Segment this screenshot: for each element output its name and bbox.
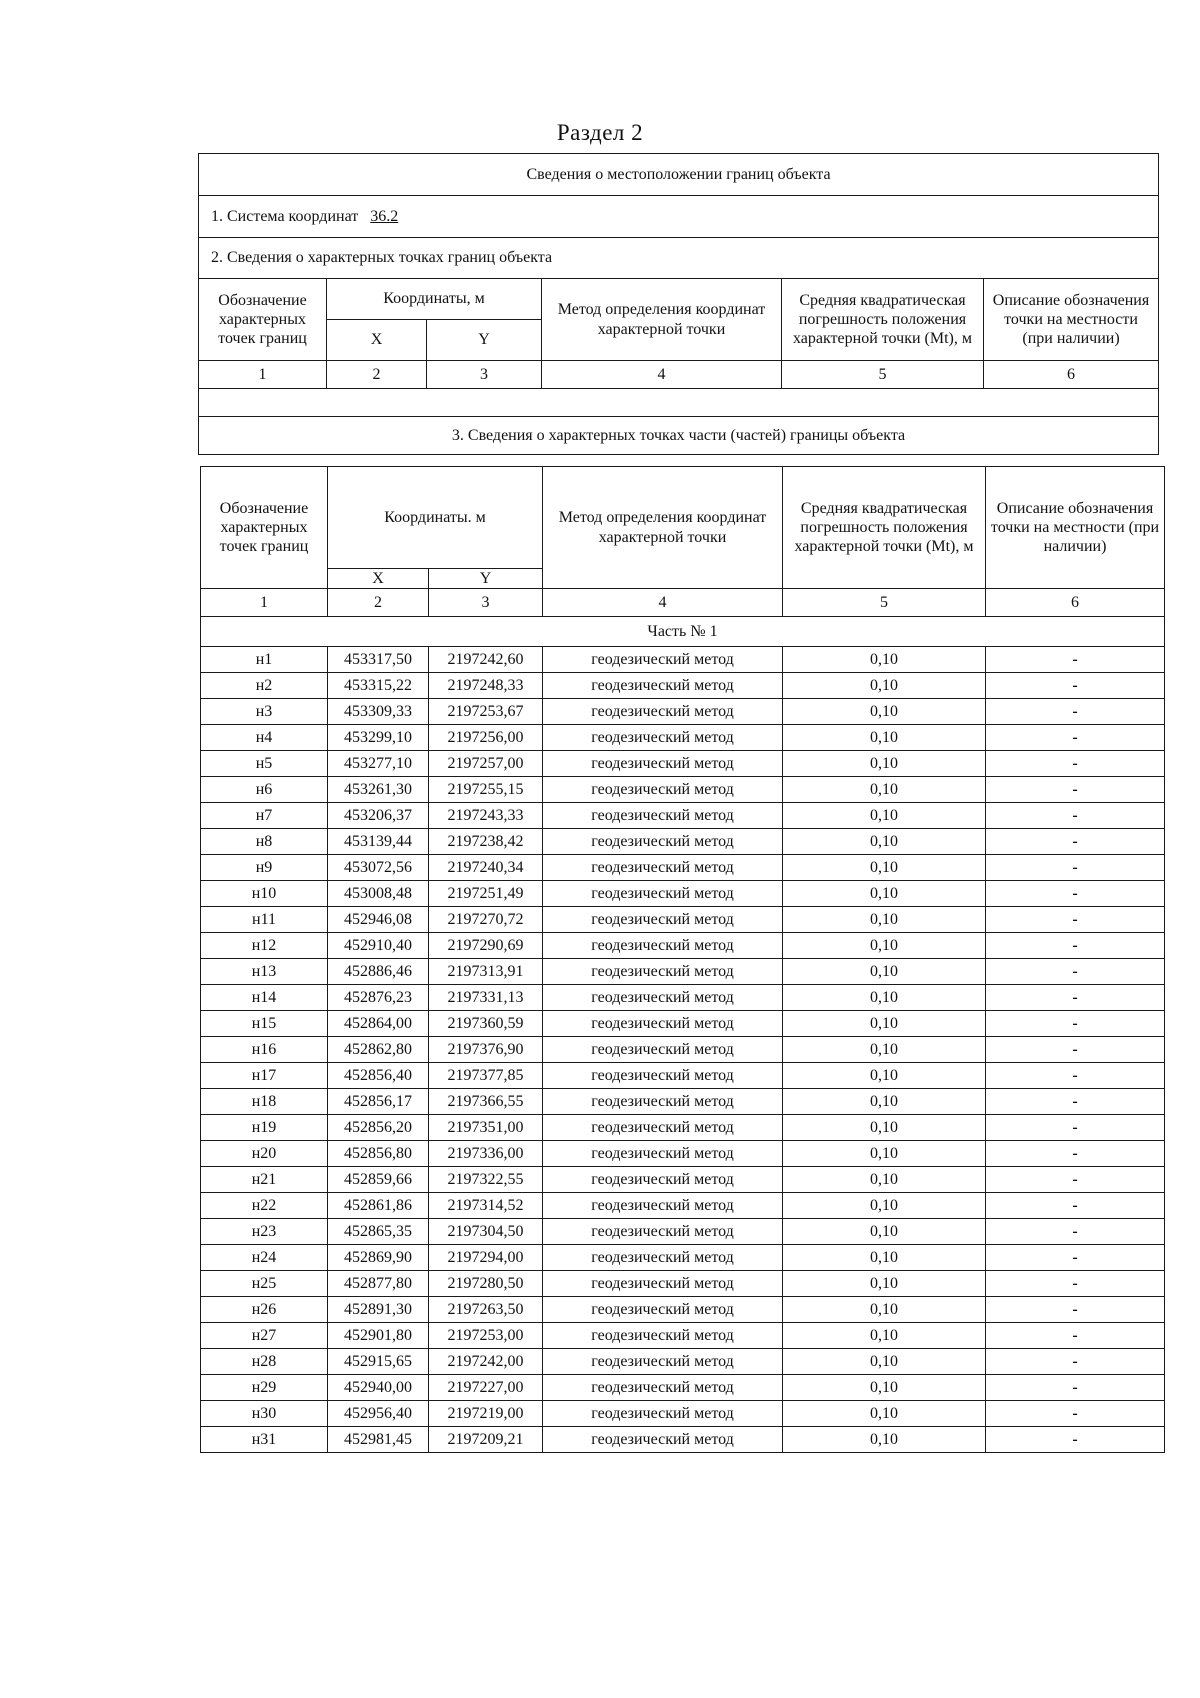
- coord-y: 2197238,42: [429, 829, 543, 855]
- table-row: [201, 777, 1165, 803]
- method-cell: геодезический метод: [543, 933, 783, 959]
- page-title: Раздел 2: [556, 120, 644, 145]
- coord-y: 2197248,33: [429, 673, 543, 699]
- coord-x: 452956,40: [328, 1401, 429, 1427]
- method-cell: геодезический метод: [543, 699, 783, 725]
- point-id: н28: [201, 1349, 328, 1375]
- col-number: 4: [542, 361, 782, 389]
- method-cell: геодезический метод: [543, 751, 783, 777]
- point-id: н6: [201, 777, 328, 803]
- point-id: н1: [201, 647, 328, 673]
- table-row: [201, 1427, 1165, 1453]
- error-value: 0,10: [783, 647, 986, 673]
- coord-y: 2197227,00: [429, 1375, 543, 1401]
- error-value: 0,10: [783, 1063, 986, 1089]
- description-cell: -: [986, 699, 1165, 725]
- error-value: 0,10: [783, 777, 986, 803]
- coord-y: 2197290,69: [429, 933, 543, 959]
- error-value: 0,10: [783, 1375, 986, 1401]
- col-header-x: X: [328, 569, 429, 589]
- point-id: н19: [201, 1115, 328, 1141]
- description-cell: -: [986, 907, 1165, 933]
- col-header-coords: Координаты, м: [327, 279, 542, 320]
- table-row: [201, 933, 1165, 959]
- col-header-description: Описание обозначения точки на местности (при наличии): [986, 467, 1165, 589]
- col-header-y: Y: [429, 569, 543, 589]
- error-value: 0,10: [783, 907, 986, 933]
- part-label: Часть № 1: [201, 617, 1165, 647]
- method-cell: геодезический метод: [543, 803, 783, 829]
- coord-x: 453315,22: [328, 673, 429, 699]
- table-row: [201, 751, 1165, 777]
- coord-y: 2197256,00: [429, 725, 543, 751]
- coord-y: 2197314,52: [429, 1193, 543, 1219]
- section-title: Сведения о местоположении границ объекта: [199, 154, 1159, 196]
- error-value: 0,10: [783, 803, 986, 829]
- coord-y: 2197243,33: [429, 803, 543, 829]
- table-row: [201, 829, 1165, 855]
- point-id: н29: [201, 1375, 328, 1401]
- method-cell: геодезический метод: [543, 959, 783, 985]
- table-row: [201, 725, 1165, 751]
- coord-x: 453277,10: [328, 751, 429, 777]
- error-value: 0,10: [783, 985, 986, 1011]
- point-id: н15: [201, 1011, 328, 1037]
- error-value: 0,10: [783, 1011, 986, 1037]
- error-value: 0,10: [783, 959, 986, 985]
- error-value: 0,10: [783, 1089, 986, 1115]
- point-id: н20: [201, 1141, 328, 1167]
- coord-y: 2197251,49: [429, 881, 543, 907]
- coord-y: 2197377,85: [429, 1063, 543, 1089]
- description-cell: -: [986, 725, 1165, 751]
- point-id: н10: [201, 881, 328, 907]
- description-cell: -: [986, 881, 1165, 907]
- table-row: [201, 699, 1165, 725]
- point-id: н4: [201, 725, 328, 751]
- point-id: н5: [201, 751, 328, 777]
- method-cell: геодезический метод: [543, 1219, 783, 1245]
- col-header-method: Метод определения координат характерной точки: [543, 467, 783, 589]
- point-id: н30: [201, 1401, 328, 1427]
- table-row: [201, 959, 1165, 985]
- error-value: 0,10: [783, 725, 986, 751]
- method-cell: геодезический метод: [543, 777, 783, 803]
- col-header-y: Y: [427, 320, 542, 361]
- description-cell: -: [986, 1349, 1165, 1375]
- table-row: [201, 1297, 1165, 1323]
- method-cell: геодезический метод: [543, 1037, 783, 1063]
- col-header-method: Метод определения координат характерной точки: [542, 279, 782, 361]
- coord-x: 452886,46: [328, 959, 429, 985]
- error-value: 0,10: [783, 1297, 986, 1323]
- coord-x: 452891,30: [328, 1297, 429, 1323]
- coord-x: 452856,80: [328, 1141, 429, 1167]
- error-value: 0,10: [783, 1401, 986, 1427]
- coord-y: 2197209,21: [429, 1427, 543, 1453]
- coord-y: 2197351,00: [429, 1115, 543, 1141]
- table-row: [201, 1089, 1165, 1115]
- coord-x: 452862,80: [328, 1037, 429, 1063]
- description-cell: -: [986, 1271, 1165, 1297]
- coord-x: 452861,86: [328, 1193, 429, 1219]
- coord-x: 452940,00: [328, 1375, 429, 1401]
- table-row: [201, 1167, 1165, 1193]
- error-value: 0,10: [783, 673, 986, 699]
- coord-y: 2197240,34: [429, 855, 543, 881]
- coord-y: 2197376,90: [429, 1037, 543, 1063]
- table-row: [201, 1115, 1165, 1141]
- table-row: [201, 881, 1165, 907]
- method-cell: геодезический метод: [543, 647, 783, 673]
- method-cell: геодезический метод: [543, 985, 783, 1011]
- description-cell: -: [986, 829, 1165, 855]
- error-value: 0,10: [783, 881, 986, 907]
- method-cell: геодезический метод: [543, 1427, 783, 1453]
- col-number: 6: [986, 589, 1165, 617]
- point-id: н3: [201, 699, 328, 725]
- description-cell: -: [986, 1219, 1165, 1245]
- method-cell: геодезический метод: [543, 1401, 783, 1427]
- method-cell: геодезический метод: [543, 673, 783, 699]
- coord-y: 2197294,00: [429, 1245, 543, 1271]
- table-row: [201, 907, 1165, 933]
- error-value: 0,10: [783, 1245, 986, 1271]
- table-row: [201, 1401, 1165, 1427]
- description-cell: -: [986, 933, 1165, 959]
- method-cell: геодезический метод: [543, 1141, 783, 1167]
- coord-y: 2197253,00: [429, 1323, 543, 1349]
- point-id: н25: [201, 1271, 328, 1297]
- coord-x: 453008,48: [328, 881, 429, 907]
- coord-x: 452901,80: [328, 1323, 429, 1349]
- method-cell: геодезический метод: [543, 1167, 783, 1193]
- table-row: [201, 1193, 1165, 1219]
- coord-x: 452865,35: [328, 1219, 429, 1245]
- point-id: н24: [201, 1245, 328, 1271]
- coord-x: 452864,00: [328, 1011, 429, 1037]
- coord-y: 2197322,55: [429, 1167, 543, 1193]
- description-cell: -: [986, 777, 1165, 803]
- method-cell: геодезический метод: [543, 1089, 783, 1115]
- point-id: н22: [201, 1193, 328, 1219]
- col-number: 1: [201, 589, 328, 617]
- coord-y: 2197366,55: [429, 1089, 543, 1115]
- error-value: 0,10: [783, 1115, 986, 1141]
- col-header-coords: Координаты. м: [328, 467, 543, 569]
- error-value: 0,10: [783, 751, 986, 777]
- coord-x: 453206,37: [328, 803, 429, 829]
- table-row: [201, 985, 1165, 1011]
- description-cell: -: [986, 1401, 1165, 1427]
- point-id: н9: [201, 855, 328, 881]
- point-id: н2: [201, 673, 328, 699]
- coord-x: 452859,66: [328, 1167, 429, 1193]
- col-header-error: Средняя квадратическая погрешность положения характерной точки (Mt), м: [782, 279, 984, 361]
- col-header-designation: Обозначение характерных точек границ: [199, 279, 327, 361]
- coord-x: 452877,80: [328, 1271, 429, 1297]
- method-cell: геодезический метод: [543, 1115, 783, 1141]
- coord-system-value: 36.2: [370, 207, 399, 225]
- error-value: 0,10: [783, 1323, 986, 1349]
- col-header-error: Средняя квадратическая погрешность положения характерной точки (Mt), м: [783, 467, 986, 589]
- coord-y: 2197331,13: [429, 985, 543, 1011]
- table-row: [201, 1349, 1165, 1375]
- col-number: 1: [199, 361, 327, 389]
- method-cell: геодезический метод: [543, 725, 783, 751]
- coord-y: 2197360,59: [429, 1011, 543, 1037]
- point-id: н13: [201, 959, 328, 985]
- description-cell: -: [986, 959, 1165, 985]
- error-value: 0,10: [783, 1271, 986, 1297]
- table-row: [201, 1245, 1165, 1271]
- col-number: 6: [984, 361, 1159, 389]
- coord-y: 2197313,91: [429, 959, 543, 985]
- method-cell: геодезический метод: [543, 1245, 783, 1271]
- table-row: [201, 1271, 1165, 1297]
- description-cell: -: [986, 751, 1165, 777]
- coord-x: 453261,30: [328, 777, 429, 803]
- point-id: н7: [201, 803, 328, 829]
- col-number: 2: [327, 361, 427, 389]
- coord-x: 453309,33: [328, 699, 429, 725]
- coord-x: 452915,65: [328, 1349, 429, 1375]
- coord-system-row: [199, 196, 1159, 238]
- point-id: н17: [201, 1063, 328, 1089]
- description-cell: -: [986, 1037, 1165, 1063]
- table-row: [201, 673, 1165, 699]
- method-cell: геодезический метод: [543, 1063, 783, 1089]
- point-id: н16: [201, 1037, 328, 1063]
- col-number: 3: [427, 361, 542, 389]
- coord-system-label: 1. Система координат: [211, 207, 359, 225]
- method-cell: геодезический метод: [543, 881, 783, 907]
- col-header-designation: Обозначение характерных точек границ: [201, 467, 328, 589]
- method-cell: геодезический метод: [543, 1193, 783, 1219]
- table-row: [201, 1037, 1165, 1063]
- point-id: н11: [201, 907, 328, 933]
- error-value: 0,10: [783, 1141, 986, 1167]
- col-number: 2: [328, 589, 429, 617]
- point-id: н23: [201, 1219, 328, 1245]
- point-id: н26: [201, 1297, 328, 1323]
- description-cell: -: [986, 1089, 1165, 1115]
- description-cell: -: [986, 855, 1165, 881]
- part2-title: 2. Сведения о характерных точках границ объекта: [199, 238, 1159, 279]
- coord-y: 2197336,00: [429, 1141, 543, 1167]
- col-header-description: Описание обозначения точки на местности (при наличии): [984, 279, 1159, 361]
- col-header-x: X: [327, 320, 427, 361]
- coord-x: 452876,23: [328, 985, 429, 1011]
- boundary-info-table: [198, 153, 1159, 455]
- coord-x: 453072,56: [328, 855, 429, 881]
- coord-y: 2197255,15: [429, 777, 543, 803]
- coord-x: 452869,90: [328, 1245, 429, 1271]
- method-cell: геодезический метод: [543, 855, 783, 881]
- point-id: н21: [201, 1167, 328, 1193]
- coord-x: 452910,40: [328, 933, 429, 959]
- coord-y: 2197219,00: [429, 1401, 543, 1427]
- table-row: [201, 1011, 1165, 1037]
- description-cell: -: [986, 1193, 1165, 1219]
- coord-x: 453139,44: [328, 829, 429, 855]
- description-cell: -: [986, 1245, 1165, 1271]
- description-cell: -: [986, 673, 1165, 699]
- coord-y: 2197270,72: [429, 907, 543, 933]
- col-number: 5: [783, 589, 986, 617]
- method-cell: геодезический метод: [543, 1323, 783, 1349]
- col-number: 3: [429, 589, 543, 617]
- description-cell: -: [986, 803, 1165, 829]
- description-cell: -: [986, 1011, 1165, 1037]
- description-cell: -: [986, 1167, 1165, 1193]
- coord-y: 2197242,60: [429, 647, 543, 673]
- point-id: н12: [201, 933, 328, 959]
- table-row: [201, 1375, 1165, 1401]
- error-value: 0,10: [783, 1193, 986, 1219]
- part3-title: 3. Сведения о характерных точках части (частей) границы объекта: [199, 417, 1159, 455]
- error-value: 0,10: [783, 933, 986, 959]
- description-cell: -: [986, 1427, 1165, 1453]
- method-cell: геодезический метод: [543, 1011, 783, 1037]
- method-cell: геодезический метод: [543, 829, 783, 855]
- table-row: [201, 855, 1165, 881]
- part-points-table: [200, 466, 1165, 1453]
- point-id: н14: [201, 985, 328, 1011]
- description-cell: -: [986, 1375, 1165, 1401]
- method-cell: геодезический метод: [543, 1349, 783, 1375]
- description-cell: -: [986, 1141, 1165, 1167]
- coord-x: 452946,08: [328, 907, 429, 933]
- coord-y: 2197263,50: [429, 1297, 543, 1323]
- col-number: 5: [782, 361, 984, 389]
- table-row: [201, 1219, 1165, 1245]
- coord-x: 452856,20: [328, 1115, 429, 1141]
- error-value: 0,10: [783, 1037, 986, 1063]
- error-value: 0,10: [783, 855, 986, 881]
- method-cell: геодезический метод: [543, 1375, 783, 1401]
- method-cell: геодезический метод: [543, 907, 783, 933]
- coord-x: 452856,40: [328, 1063, 429, 1089]
- table-row: [201, 1141, 1165, 1167]
- coord-x: 452856,17: [328, 1089, 429, 1115]
- empty-row: [199, 389, 1159, 417]
- coord-x: 452981,45: [328, 1427, 429, 1453]
- point-id: н31: [201, 1427, 328, 1453]
- table-row: [201, 647, 1165, 673]
- description-cell: -: [986, 1115, 1165, 1141]
- description-cell: -: [986, 1297, 1165, 1323]
- method-cell: геодезический метод: [543, 1297, 783, 1323]
- point-id: н8: [201, 829, 328, 855]
- error-value: 0,10: [783, 829, 986, 855]
- point-id: н18: [201, 1089, 328, 1115]
- method-cell: геодезический метод: [543, 1271, 783, 1297]
- description-cell: -: [986, 647, 1165, 673]
- coord-y: 2197304,50: [429, 1219, 543, 1245]
- table-row: [201, 803, 1165, 829]
- description-cell: -: [986, 1063, 1165, 1089]
- coord-x: 453299,10: [328, 725, 429, 751]
- coord-y: 2197253,67: [429, 699, 543, 725]
- description-cell: -: [986, 1323, 1165, 1349]
- coord-y: 2197280,50: [429, 1271, 543, 1297]
- point-id: н27: [201, 1323, 328, 1349]
- coord-y: 2197242,00: [429, 1349, 543, 1375]
- col-number: 4: [543, 589, 783, 617]
- table-row: [201, 1323, 1165, 1349]
- error-value: 0,10: [783, 1349, 986, 1375]
- coord-x: 453317,50: [328, 647, 429, 673]
- table-row: [201, 1063, 1165, 1089]
- error-value: 0,10: [783, 1219, 986, 1245]
- error-value: 0,10: [783, 699, 986, 725]
- error-value: 0,10: [783, 1167, 986, 1193]
- coord-y: 2197257,00: [429, 751, 543, 777]
- error-value: 0,10: [783, 1427, 986, 1453]
- description-cell: -: [986, 985, 1165, 1011]
